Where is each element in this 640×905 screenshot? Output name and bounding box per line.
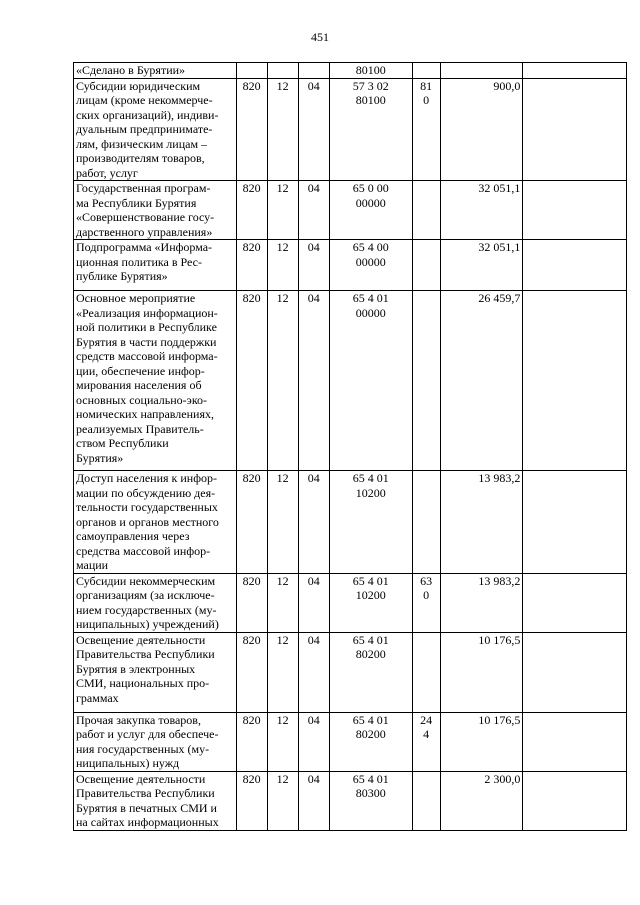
section-code-cell: 12 [267,78,298,181]
extra-cell [523,78,627,181]
ministry-code-cell: 820 [236,632,267,712]
subsection-code-cell: 04 [298,771,329,830]
subsection-code-cell: 04 [298,78,329,181]
section-code-cell: 12 [267,712,298,771]
extra-cell [523,573,627,632]
subsection-code-cell: 04 [298,471,329,574]
ministry-code-cell: 820 [236,712,267,771]
table-row [74,181,627,240]
amount-cell: 10 176,5 [440,712,523,771]
target-article-cell: 65 4 01 00000 [329,291,412,471]
subsection-code-cell: 04 [298,712,329,771]
expense-type-cell [412,291,440,471]
amount-cell: 13 983,2 [440,471,523,574]
amount-cell: 26 459,7 [440,291,523,471]
ministry-code-cell: 820 [236,471,267,574]
target-article-cell: 80100 [329,63,412,79]
table-row [74,771,627,830]
subsection-code-cell: 04 [298,573,329,632]
table-row [74,712,627,771]
ministry-code-cell: 820 [236,291,267,471]
target-article-cell: 65 4 01 80300 [329,771,412,830]
expense-type-cell [412,771,440,830]
ministry-code-cell [236,63,267,79]
row-name-cell: Основное мероприятие «Реализация информацион- ной политики в Республике Бурятия в части поддержки средств массовой информа- ции, обеспечение инфор- мирования населения об основных социально-эко- номических направлениях, реализуемых Правитель- ством Республики Бурятия» [74,291,237,471]
ministry-code-cell: 820 [236,240,267,291]
section-code-cell: 12 [267,291,298,471]
extra-cell [523,771,627,830]
ministry-code-cell: 820 [236,181,267,240]
table-row [74,63,627,79]
extra-cell [523,240,627,291]
section-code-cell: 12 [267,471,298,574]
amount-cell: 32 051,1 [440,240,523,291]
target-article-cell: 65 4 01 80200 [329,712,412,771]
extra-cell [523,471,627,574]
amount-cell: 2 300,0 [440,771,523,830]
target-article-cell: 57 3 02 80100 [329,78,412,181]
extra-cell [523,291,627,471]
amount-cell: 900,0 [440,78,523,181]
extra-cell [523,712,627,771]
table-row [74,632,627,712]
row-name-cell: Прочая закупка товаров, работ и услуг для обеспече- ния государственных (му- ниципальных) нужд [74,712,237,771]
section-code-cell [267,63,298,79]
section-code-cell: 12 [267,573,298,632]
page-number: 451 [311,30,329,44]
expense-type-cell: 81 0 [412,78,440,181]
subsection-code-cell: 04 [298,291,329,471]
row-name-cell: Государственная програм- ма Республики Бурятия «Совершенствование госу- дарственного управления» [74,181,237,240]
subsection-code-cell: 04 [298,181,329,240]
target-article-cell: 65 4 01 10200 [329,471,412,574]
row-name-cell: «Сделано в Бурятии» [74,63,237,79]
subsection-code-cell: 04 [298,632,329,712]
extra-cell [523,181,627,240]
amount-cell: 32 051,1 [440,181,523,240]
ministry-code-cell: 820 [236,573,267,632]
budget-table-body [74,63,627,831]
expense-type-cell [412,632,440,712]
expense-type-cell: 24 4 [412,712,440,771]
table-row [74,471,627,574]
ministry-code-cell: 820 [236,78,267,181]
target-article-cell: 65 4 00 00000 [329,240,412,291]
section-code-cell: 12 [267,632,298,712]
table-row [74,240,627,291]
subsection-code-cell [298,63,329,79]
extra-cell [523,632,627,712]
section-code-cell: 12 [267,771,298,830]
expense-type-cell [412,240,440,291]
row-name-cell: Доступ населения к инфор- мации по обсуждению дея- тельности государственных органов и органов местного самоуправления через средства массовой инфор- мации [74,471,237,574]
table-row [74,291,627,471]
budget-table [73,62,627,831]
expense-type-cell [412,63,440,79]
row-name-cell: Освещение деятельности Правительства Республики Бурятия в электронных СМИ, национальных про- граммах [74,632,237,712]
amount-cell: 10 176,5 [440,632,523,712]
expense-type-cell [412,181,440,240]
target-article-cell: 65 4 01 10200 [329,573,412,632]
section-code-cell: 12 [267,240,298,291]
target-article-cell: 65 0 00 00000 [329,181,412,240]
extra-cell [523,63,627,79]
ministry-code-cell: 820 [236,771,267,830]
target-article-cell: 65 4 01 80200 [329,632,412,712]
subsection-code-cell: 04 [298,240,329,291]
row-name-cell: Субсидии юридическим лицам (кроме некоммерче- ских организаций), индиви- дуальным предпринимате- лям, физическим лицам – производителям товаров, работ, услуг [74,78,237,181]
table-row [74,573,627,632]
amount-cell [440,63,523,79]
expense-type-cell: 63 0 [412,573,440,632]
amount-cell: 13 983,2 [440,573,523,632]
expense-type-cell [412,471,440,574]
row-name-cell: Субсидии некоммерческим организациям (за исключе- нием государственных (му- ниципальных) учреждений) [74,573,237,632]
table-row [74,78,627,181]
row-name-cell: Подпрограмма «Информа- ционная политика в Рес- публике Бурятия» [74,240,237,291]
row-name-cell: Освещение деятельности Правительства Республики Бурятия в печатных СМИ и на сайтах информационных [74,771,237,830]
section-code-cell: 12 [267,181,298,240]
